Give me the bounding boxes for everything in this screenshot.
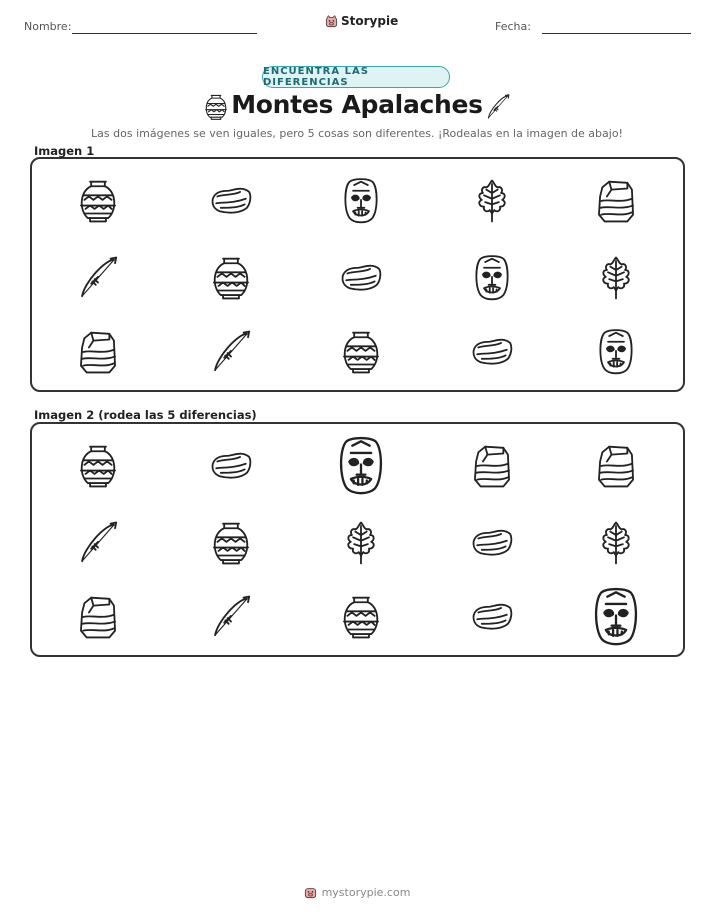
footer-site: mystorypie.com (321, 886, 411, 899)
rock-icon (338, 253, 384, 303)
leaf-icon[interactable] (338, 518, 384, 568)
image1-label: Imagen 1 (34, 144, 95, 158)
rock-icon[interactable] (469, 592, 515, 642)
pot-icon[interactable] (75, 441, 121, 491)
image1-panel (30, 157, 685, 392)
pig-logo-icon (325, 15, 338, 28)
rock-icon (469, 327, 515, 377)
mask-icon[interactable] (587, 581, 645, 653)
brand-logo (325, 14, 398, 28)
activity-badge: ENCUENTRA LAS DIFERENCIAS (262, 66, 450, 88)
footer (0, 886, 714, 899)
pot-icon[interactable] (338, 592, 384, 642)
mask-icon (469, 253, 515, 303)
image2-panel[interactable] (30, 422, 685, 657)
date-field[interactable] (542, 33, 691, 34)
mask-icon[interactable] (332, 430, 390, 502)
bow-icon (208, 327, 254, 377)
leaf-icon (593, 253, 639, 303)
name-field[interactable] (72, 33, 257, 34)
bow-icon (75, 253, 121, 303)
bow-icon[interactable] (75, 518, 121, 568)
rock-icon[interactable] (469, 518, 515, 568)
brand-name: Storypie (341, 14, 399, 28)
instructions: Las dos imágenes se ven iguales, pero 5 cosas son diferentes. ¡Rodealas en la imagen de abajo! (91, 127, 623, 140)
mask-icon (338, 176, 384, 226)
mask-icon (593, 327, 639, 377)
pot-icon (338, 327, 384, 377)
cliff-icon[interactable] (75, 592, 121, 642)
cliff-icon[interactable] (593, 441, 639, 491)
pot-icon (75, 176, 121, 226)
page-title: Montes Apalaches (231, 90, 483, 119)
pot-icon[interactable] (208, 518, 254, 568)
cliff-icon[interactable] (469, 441, 515, 491)
rock-icon (208, 176, 254, 226)
pot-icon (208, 253, 254, 303)
pig-logo-icon (304, 886, 317, 899)
bow-icon (484, 92, 512, 122)
image2-label: Imagen 2 (rodea las 5 diferencias) (34, 408, 257, 422)
bow-icon[interactable] (208, 592, 254, 642)
date-label: Fecha: (495, 20, 531, 33)
name-label: Nombre: (24, 20, 72, 33)
rock-icon[interactable] (208, 441, 254, 491)
leaf-icon (469, 176, 515, 226)
cliff-icon (75, 327, 121, 377)
cliff-icon (593, 176, 639, 226)
leaf-icon[interactable] (593, 518, 639, 568)
